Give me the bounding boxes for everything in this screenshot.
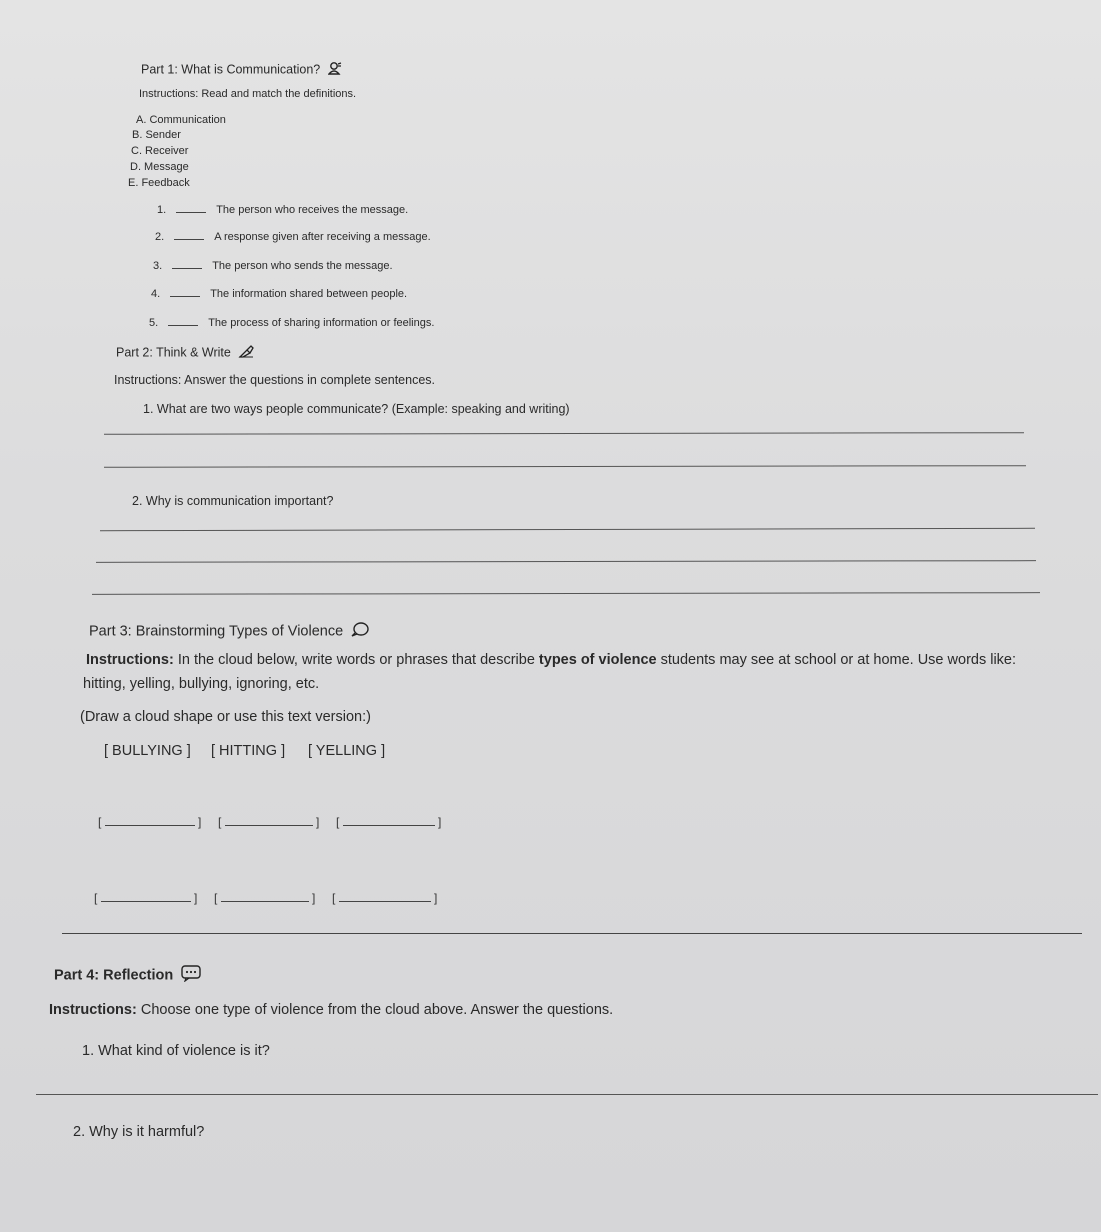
- writing-hand-icon: [238, 345, 254, 361]
- match-item: 5. The process of sharing information or feelings.: [149, 317, 435, 329]
- answer-line[interactable]: [96, 560, 1036, 563]
- part3-instructions-line2: hitting, yelling, bullying, ignoring, etc.: [83, 676, 320, 692]
- answer-line[interactable]: [104, 465, 1026, 468]
- part4-question-2: 2. Why is it harmful?: [73, 1124, 205, 1140]
- answer-line[interactable]: [104, 432, 1024, 435]
- cloud-blank-slot[interactable]: [ ]: [332, 891, 438, 905]
- part4-title: Part 4: Reflection: [54, 965, 201, 986]
- answer-blank[interactable]: [172, 259, 202, 269]
- term-c: C. Receiver: [131, 145, 189, 157]
- part3-draw-note: (Draw a cloud shape or use this text version:): [80, 709, 371, 725]
- answer-blank[interactable]: [174, 230, 204, 240]
- answer-blank[interactable]: [168, 316, 198, 326]
- match-item: 3. The person who sends the message.: [153, 260, 393, 272]
- answer-line[interactable]: [100, 528, 1035, 531]
- example-yelling: [ YELLING ]: [308, 743, 386, 759]
- answer-blank[interactable]: [170, 287, 200, 297]
- speaking-person-icon: [328, 62, 342, 78]
- match-item: 2. A response given after receiving a message.: [155, 231, 431, 243]
- answer-line[interactable]: [92, 592, 1040, 595]
- match-item: 1. The person who receives the message.: [157, 204, 409, 216]
- part3-instructions: Instructions: In the cloud below, write words or phrases that describe types of violence students may see at school or at home. Use words like:: [86, 652, 1017, 668]
- part4-instructions: Instructions: Choose one type of violence from the cloud above. Answer the questions.: [49, 1002, 614, 1018]
- speech-bubble-icon: [351, 622, 369, 641]
- part4-question-1: 1. What kind of violence is it?: [82, 1043, 270, 1059]
- term-e: E. Feedback: [128, 177, 190, 189]
- term-b: B. Sender: [132, 129, 181, 141]
- part3-title: Part 3: Brainstorming Types of Violence: [89, 622, 369, 641]
- answer-blank[interactable]: [176, 203, 206, 213]
- example-bullying: [ BULLYING ]: [104, 743, 191, 759]
- cloud-blank-slot[interactable]: [ ]: [214, 891, 316, 905]
- part1-title: Part 1: What is Communication?: [141, 62, 342, 78]
- cloud-blank-slot[interactable]: [ ]: [94, 891, 198, 905]
- cloud-blank-slot[interactable]: [ ]: [98, 815, 202, 829]
- match-item: 4. The information shared between people.: [151, 288, 408, 300]
- part2-question-1: 1. What are two ways people communicate? (Example: speaking and writing): [143, 402, 570, 416]
- chat-dots-icon: [181, 965, 201, 986]
- part2-instructions: Instructions: Answer the questions in complete sentences.: [114, 373, 436, 387]
- term-a: A. Communication: [136, 114, 226, 126]
- part2-question-2: 2. Why is communication important?: [132, 494, 334, 508]
- cloud-blank-slot[interactable]: [ ]: [336, 815, 442, 829]
- cloud-blank-slot[interactable]: [ ]: [218, 815, 320, 829]
- term-d: D. Message: [130, 161, 189, 173]
- answer-line[interactable]: [36, 1094, 1098, 1095]
- example-hitting: [ HITTING ]: [211, 743, 286, 759]
- part2-title: Part 2: Think & Write: [116, 345, 254, 361]
- part1-instructions: Instructions: Read and match the definitions.: [139, 88, 357, 100]
- section-divider: [62, 933, 1082, 934]
